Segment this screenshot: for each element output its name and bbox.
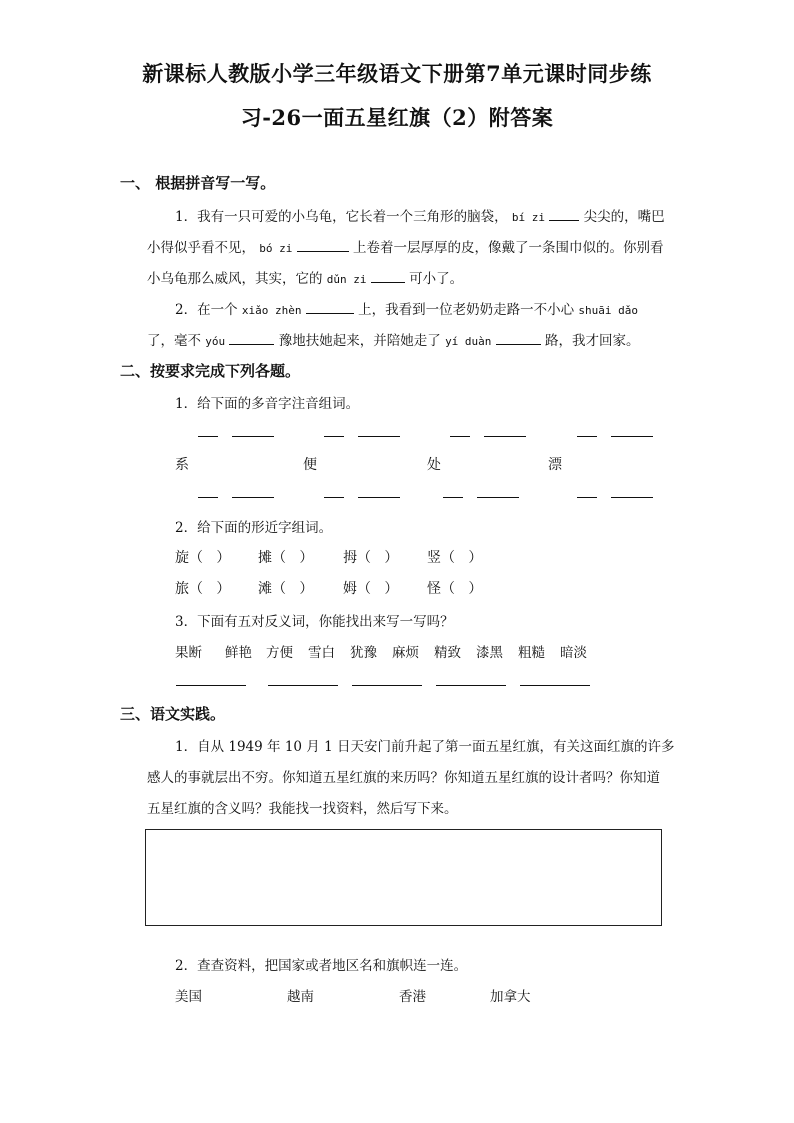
antonym-answer-line[interactable] [176,685,246,686]
word-blank[interactable] [611,436,653,437]
s2-q2-label: 2．给下面的形近字组词。 [175,520,333,536]
answer-blank[interactable] [371,268,405,283]
s1-q2-line-2 [147,329,640,349]
similar-char-item[interactable]: 滩（ ） [258,581,314,597]
polyphone-char: 便 [303,457,317,473]
antonym-answer-line[interactable] [268,685,338,686]
antonym-word: 犹豫 [350,645,377,661]
polyphone-char: 漂 [548,457,562,473]
s3-q1-line-2: 感人的事就层出不穷。你知道五星红旗的来历吗？你知道五星红旗的设计者吗？你知道 [147,770,660,786]
word-blank[interactable] [358,497,400,498]
region-name[interactable]: 香港 [399,989,426,1005]
text: 小乌龟那么威风，其实，它的 [147,271,323,287]
similar-char-item[interactable]: 旅（ ） [175,581,231,597]
text: 上，我看到一位老奶奶走路一不小心 [358,302,575,318]
antonym-word: 方便 [266,645,293,661]
text: 路，我才回家。 [545,333,640,349]
similar-char-item[interactable]: 拇（ ） [343,550,399,566]
pinyin-blank[interactable] [324,436,344,437]
answer-blank[interactable] [306,299,354,314]
text: 可小了。 [409,271,464,287]
answer-box[interactable] [145,829,662,926]
pinyin: dǔn zi [326,273,367,286]
pinyin: bó zi [259,242,293,255]
section-1-heading: 一、 根据拼音写一写。 [120,174,276,192]
word-blank[interactable] [484,436,526,437]
answer-blank[interactable] [496,330,541,345]
pinyin-blank[interactable] [577,436,597,437]
pinyin: yóu [205,335,226,348]
word-blank[interactable] [358,436,400,437]
section-3-heading: 三、语文实践。 [120,705,226,723]
pinyin-blank[interactable] [324,497,344,498]
pinyin: bí zi [511,211,546,224]
polyphone-char: 系 [175,457,189,473]
antonym-word: 雪白 [308,645,335,661]
s2-q1-label: 1．给下面的多音字注音组词。 [175,396,360,412]
similar-char-item[interactable]: 摊（ ） [258,550,314,566]
s1-q1-line-2 [147,236,664,256]
similar-char-item[interactable]: 怪（ ） [427,581,483,597]
antonym-answer-line[interactable] [436,685,506,686]
pinyin-blank[interactable] [450,436,470,437]
pinyin: shuāi dǎo [578,304,638,317]
s1-q1-line-1 [175,205,665,225]
s3-q1-line-1: 1．自从 1949 年 10 月 1 日天安门前升起了第一面五星红旗，有关这面红旗的许多 [175,739,675,755]
antonym-word: 麻烦 [392,645,419,661]
antonym-answer-line[interactable] [520,685,590,686]
section-2-heading: 二、按要求完成下列各题。 [120,362,301,380]
title-line-1: 新课标人教版小学三年级语文下册第7单元课时同步练 [142,61,652,86]
pinyin-blank[interactable] [198,436,218,437]
text: 上卷着一层厚厚的皮，像戴了一条围巾似的。你别看 [353,240,664,256]
similar-char-item[interactable]: 姆（ ） [343,581,399,597]
word-blank[interactable] [232,436,274,437]
antonym-word: 精致 [434,645,461,661]
pinyin-blank[interactable] [577,497,597,498]
similar-char-item[interactable]: 旋（ ） [175,550,231,566]
answer-blank[interactable] [549,206,579,221]
s1-q2-line-1 [175,298,638,318]
similar-char-item[interactable]: 竖（ ） [427,550,483,566]
region-name[interactable]: 越南 [287,989,314,1005]
answer-blank[interactable] [297,237,349,252]
polyphone-char: 处 [427,457,441,473]
word-blank[interactable] [611,497,653,498]
region-name[interactable]: 加拿大 [490,989,531,1005]
antonym-answer-line[interactable] [352,685,422,686]
antonym-word: 粗糙 [518,645,545,661]
s2-q3-label: 3．下面有五对反义词，你能找出来写一写吗？ [175,614,454,630]
pinyin: yí duàn [445,335,492,348]
text: 豫地扶她起来，并陪她走了 [278,333,441,349]
text: 2．在一个 [175,302,238,318]
word-blank[interactable] [477,497,519,498]
pinyin-blank[interactable] [198,497,218,498]
text: 1．我有一只可爱的小乌龟，它长着一个三角形的脑袋， [175,209,508,225]
text: 尖尖的，嘴巴 [583,209,665,225]
s3-q2-label: 2．查查资料，把国家或者地区名和旗帜连一连。 [175,958,468,974]
pinyin: xiǎo zhèn [241,304,302,317]
word-blank[interactable] [232,497,274,498]
antonym-word: 果断 [175,645,202,661]
antonym-word: 暗淡 [560,645,587,661]
text: 小得似乎看不见， [147,240,255,256]
pinyin-blank[interactable] [443,497,463,498]
antonym-word: 漆黑 [476,645,503,661]
text: 了，毫不 [147,333,201,349]
s1-q1-line-3 [147,267,463,287]
title-line-2: 习-26一面五星红旗（2）附答案 [240,105,554,130]
s3-q1-line-3: 五星红旗的含义吗？我能找一找资料，然后写下来。 [147,801,458,817]
region-name[interactable]: 美国 [175,989,202,1005]
antonym-word: 鲜艳 [225,645,252,661]
answer-blank[interactable] [229,330,274,345]
